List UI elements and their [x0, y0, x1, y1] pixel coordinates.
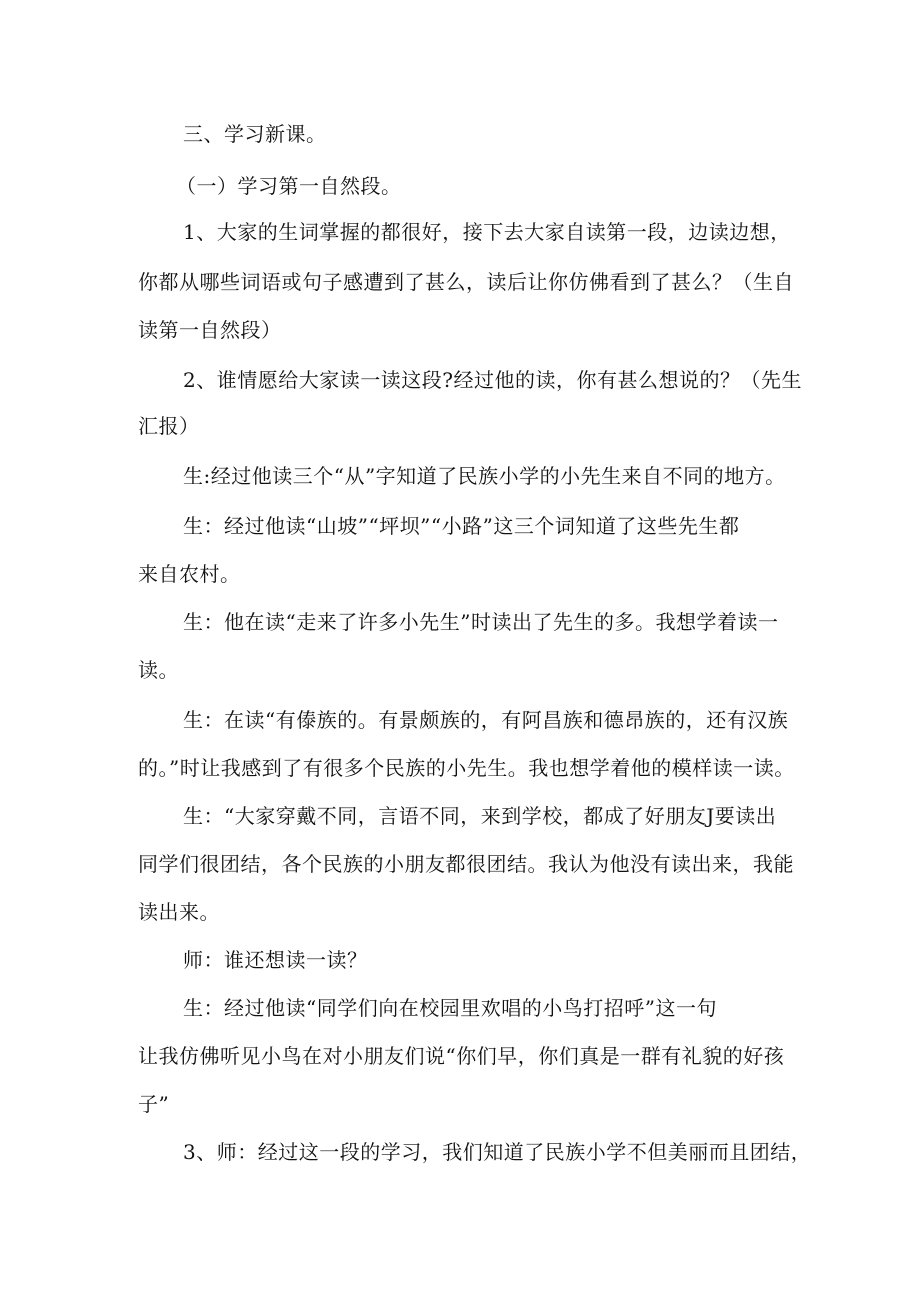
- paragraph-line: 生：经过他读“同学们向在校园里欢唱的小鸟打招呼”这一句: [183, 996, 717, 1020]
- paragraph-line: 生：经过他读“山坡”“坪坝”“小路”这三个词知道了这些先生都: [183, 514, 740, 538]
- paragraph-line: 生：在读“有傣族的。有景颇族的，有阿昌族和德昂族的，还有汉族: [183, 708, 789, 732]
- paragraph-line: 让我仿佛听见小鸟在对小朋友们说“你们早，你们真是一群有礼貌的好孩: [138, 1044, 785, 1068]
- paragraph-line: 师：谁还想读一读？: [183, 948, 368, 972]
- paragraph-line: 子”: [138, 1092, 170, 1116]
- paragraph-line: 汇报）: [138, 414, 200, 438]
- paragraph-line: 生：“大家穿戴不同，言语不同，来到学校，都成了好朋友J要读出: [183, 804, 777, 828]
- paragraph-line: 生:经过他读三个“从”字知道了民族小学的小先生来自不同的地方。: [183, 464, 786, 488]
- section-heading: 三、学习新课。: [183, 122, 327, 146]
- paragraph-line: 的。”时让我感到了有很多个民族的小先生。我也想学着他的模样读一读。: [138, 756, 795, 780]
- paragraph-line: 读第一自然段）: [138, 318, 282, 342]
- subsection-heading: （一）学习第一自然段。: [176, 174, 402, 198]
- paragraph-line: 生：他在读“走来了许多小先生”时读出了先生的多。我想学着读一: [183, 610, 779, 634]
- paragraph-line: 读出来。: [138, 900, 220, 924]
- paragraph-line: 2、谁情愿给大家读一读这段?经过他的读，你有甚么想说的？（先生: [183, 368, 802, 392]
- paragraph-line: 3、师：经过这一段的学习，我们知道了民族小学不但美丽而且团结，: [183, 1140, 812, 1164]
- paragraph-line: 来自农村。: [138, 562, 241, 586]
- paragraph-line: 1、大家的生词掌握的都很好，接下去大家自读第一段，边读边想，: [183, 220, 791, 244]
- paragraph-line: 你都从哪些词语或句子感遭到了甚么，读后让你仿佛看到了甚么？（生自: [138, 270, 794, 294]
- paragraph-line: 同学们很团结，各个民族的小朋友都很团结。我认为他没有读出来，我能: [138, 852, 794, 876]
- paragraph-line: 读。: [138, 658, 179, 682]
